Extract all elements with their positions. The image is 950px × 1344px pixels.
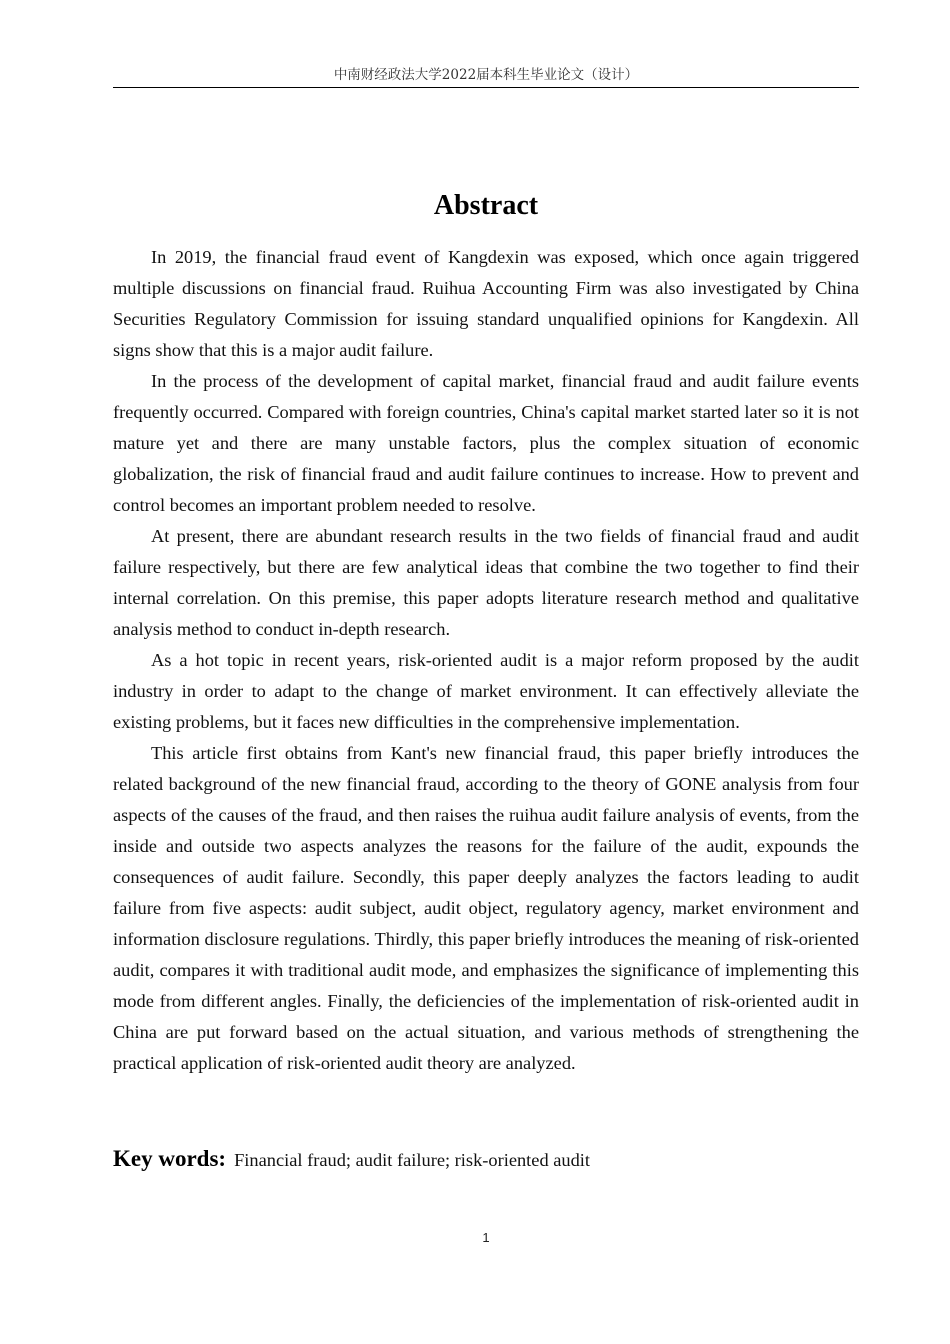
abstract-paragraph-3: At present, there are abundant research results in the two fields of financial fraud and audit failure respectively, but there are few analytical ideas that combine the two together to find their internal correlation. On this premise, this paper adopts literature research method and qualitative analysis method to conduct in-depth research. — [113, 526, 859, 639]
abstract-paragraph-2: In the process of the development of capital market, financial fraud and audit failure events frequently occurred. Compared with foreign countries, China's capital market started later so it is not mature yet and there are many unstable factors, plus the complex situation of economic globalization, the risk of financial fraud and audit failure continues to increase. How to prevent and control becomes an important problem needed to resolve. — [113, 371, 859, 515]
abstract-paragraph-4: As a hot topic in recent years, risk-oriented audit is a major reform proposed by the audit industry in order to adapt to the change of market environment. It can effectively alleviate the existing problems, but it faces new difficulties in the comprehensive implementation. — [113, 650, 859, 732]
abstract-paragraph-1: In 2019, the financial fraud event of Kangdexin was exposed, which once again triggered multiple discussions on financial fraud. Ruihua Accounting Firm was also investigated by China Securities Regulatory Commission for issuing standard unqualified opinions for Kangdexin. All signs show that this is a major audit failure. — [113, 247, 859, 360]
abstract-title: Abstract — [433, 189, 539, 221]
page-header: 中南财经政法大学2022届本科生毕业论文（设计） — [333, 67, 639, 83]
keywords-line — [113, 1146, 859, 1172]
page-number: 1 — [482, 1230, 490, 1245]
abstract-paragraph-5: This article first obtains from Kant's new financial fraud, this paper briefly introduces the related background of the new financial fraud, according to the theory of GONE analysis from four aspects of the causes of the fraud, and then raises the ruihua audit failure analysis of events, from the inside and outside two aspects analyzes the reasons for the failure of the audit, expounds the consequences of audit failure. Secondly, this paper deeply analyzes the factors leading to audit failure from five aspects: audit subject, audit object, regulatory agency, market environment and information disclosure regulations. Thirdly, this paper briefly introduces the meaning of risk-oriented audit, compares it with traditional audit mode, and emphasizes the significance of implementing this mode from different angles. Finally, the deficiencies of the implementation of risk-oriented audit in China are put forward based on the actual situation, and various methods of strengthening the practical application of risk-oriented audit theory are analyzed. — [113, 743, 859, 1073]
header-rule — [113, 87, 859, 88]
keywords-text: Financial fraud; audit failure; risk-oriented audit — [234, 1150, 591, 1170]
abstract-body — [113, 242, 859, 1079]
keywords-label: Key words: — [113, 1146, 227, 1171]
